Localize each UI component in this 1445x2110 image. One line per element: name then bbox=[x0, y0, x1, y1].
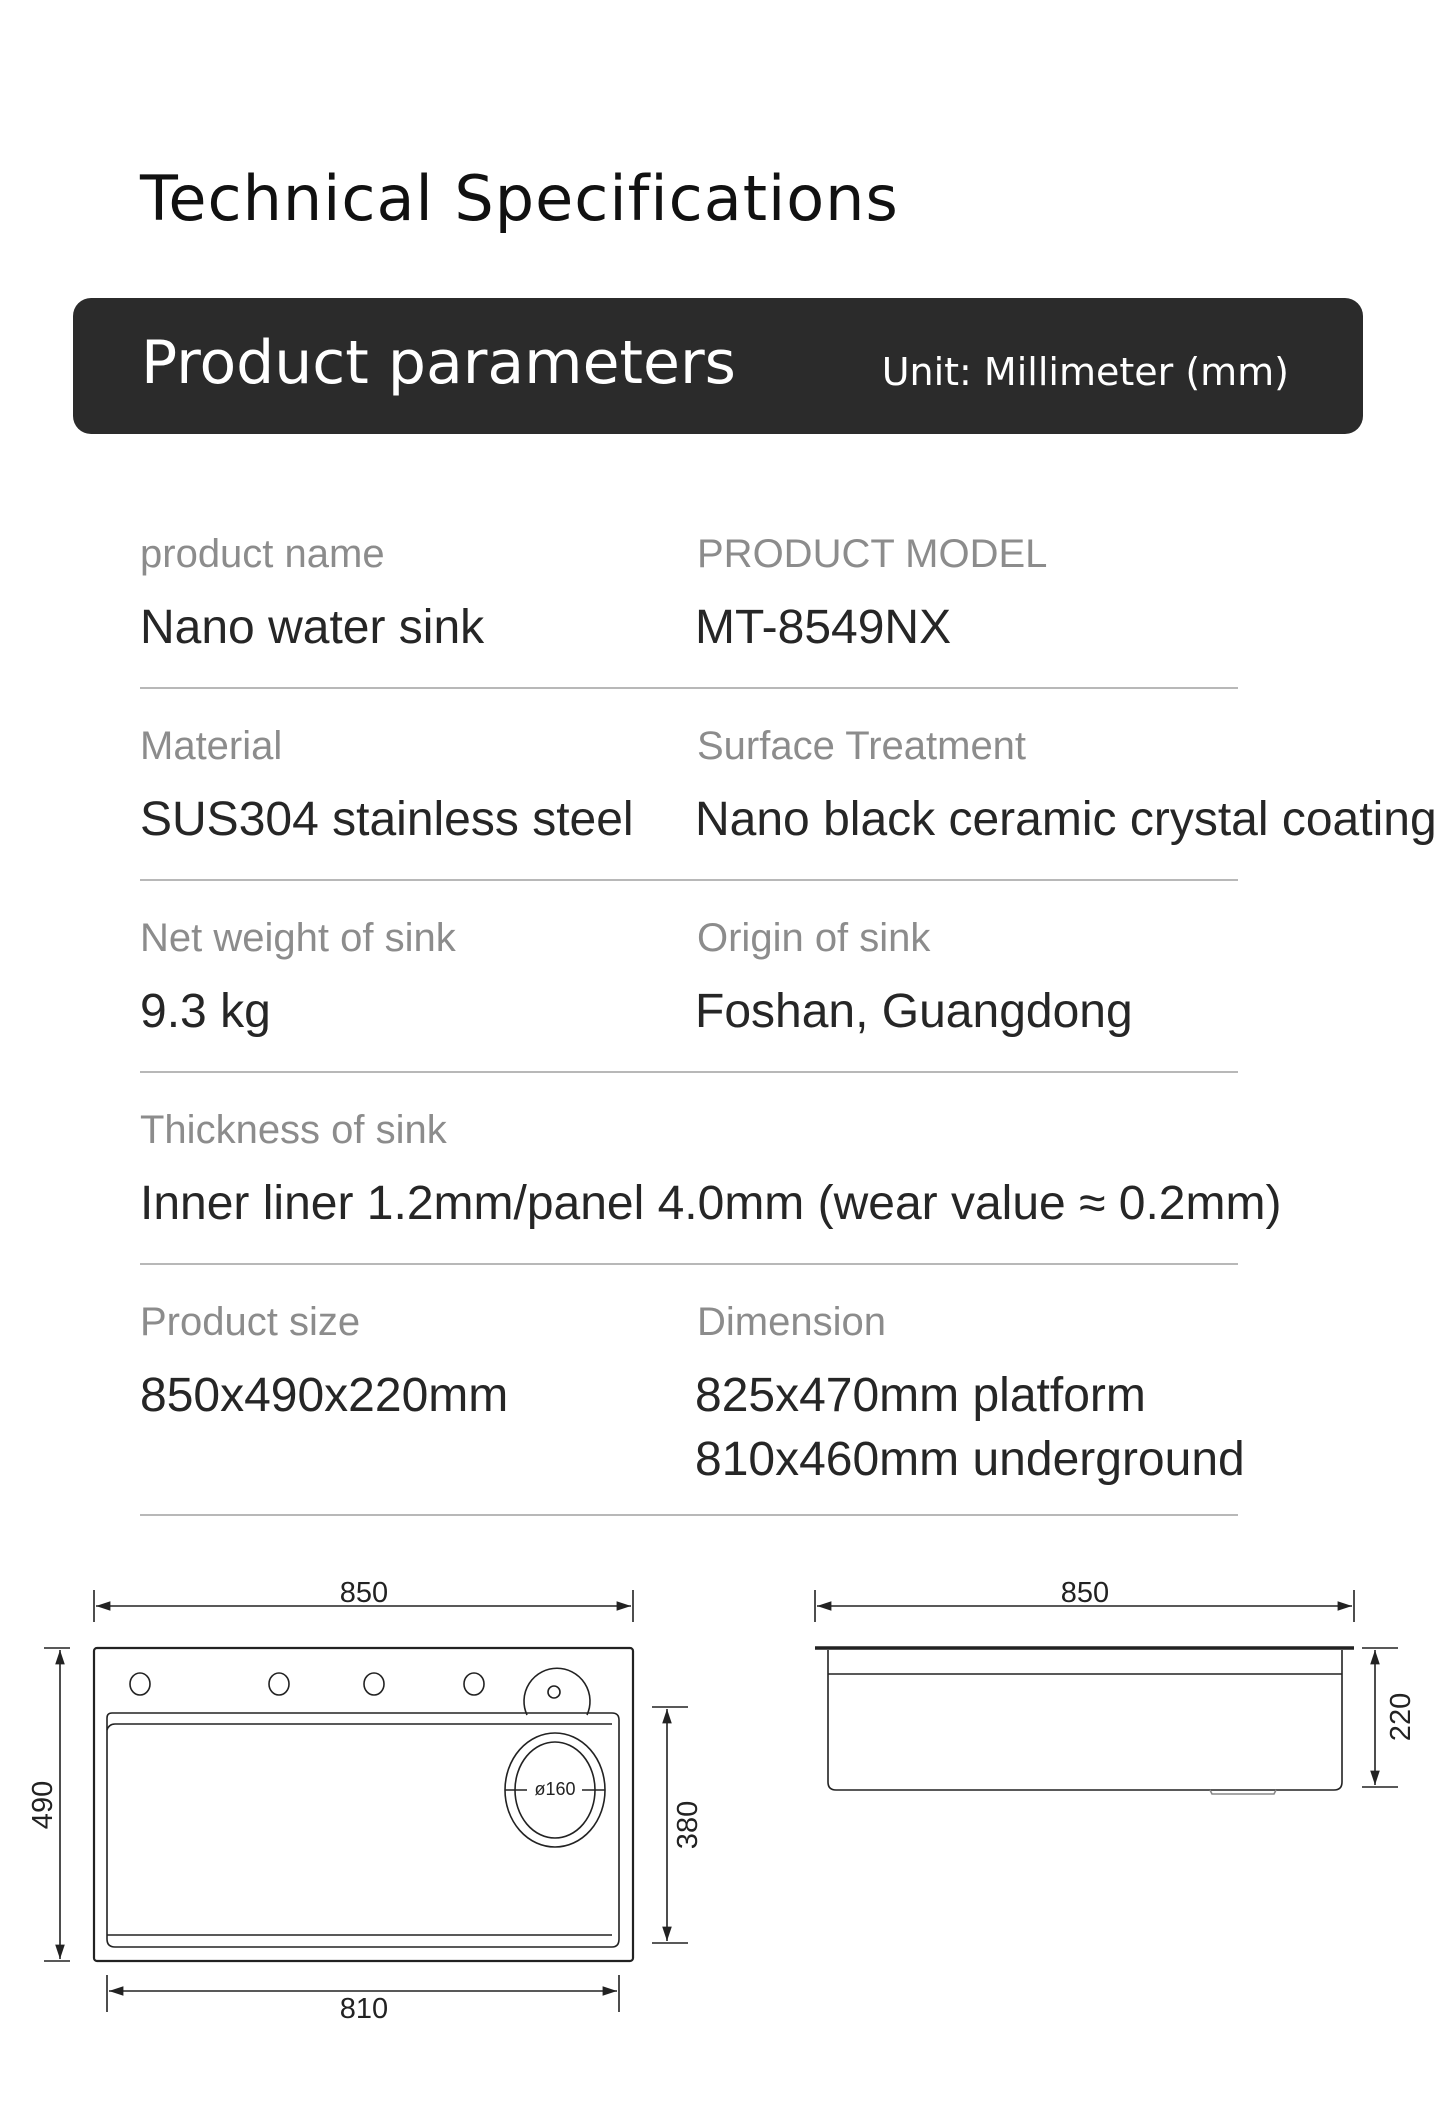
spec-value-dimension-platform: 825x470mm platform bbox=[695, 1369, 1146, 1422]
page-title: Technical Specifications bbox=[140, 162, 899, 235]
spec-label-product-name: product name bbox=[140, 532, 385, 576]
spec-value-material: SUS304 stainless steel bbox=[140, 793, 634, 846]
spec-value-product-size: 850x490x220mm bbox=[140, 1369, 509, 1422]
side-view-drawing bbox=[815, 1590, 1398, 1794]
spec-label-surface-treatment: Surface Treatment bbox=[697, 724, 1027, 768]
dim-inner-depth: 380 bbox=[672, 1800, 704, 1850]
dim-top-width: 850 bbox=[339, 1577, 389, 1609]
spec-label-dimension: Dimension bbox=[697, 1300, 886, 1344]
dim-side-width: 850 bbox=[1060, 1577, 1110, 1609]
spec-label-product-size: Product size bbox=[140, 1300, 361, 1344]
banner-title: Product parameters bbox=[141, 328, 736, 398]
top-view-drawing bbox=[44, 1590, 688, 2012]
spec-label-thickness: Thickness of sink bbox=[140, 1108, 447, 1152]
spec-value-product-model: MT-8549NX bbox=[695, 601, 952, 654]
dim-top-height: 490 bbox=[27, 1780, 59, 1830]
dim-bowl-diameter: ø160 bbox=[534, 1778, 576, 1799]
dim-side-depth: 220 bbox=[1385, 1692, 1417, 1742]
spec-label-origin: Origin of sink bbox=[697, 916, 931, 960]
spec-value-net-weight: 9.3 kg bbox=[140, 985, 271, 1038]
dim-inner-width: 810 bbox=[339, 1993, 389, 2025]
spec-value-origin: Foshan, Guangdong bbox=[695, 985, 1133, 1038]
spec-value-surface-treatment: Nano black ceramic crystal coating bbox=[695, 793, 1437, 846]
spec-value-product-name: Nano water sink bbox=[140, 601, 485, 654]
spec-value-thickness: Inner liner 1.2mm/panel 4.0mm (wear value ≈ 0.2mm) bbox=[140, 1177, 1282, 1230]
unit-label: Unit: Millimeter (mm) bbox=[881, 350, 1289, 394]
spec-label-net-weight: Net weight of sink bbox=[140, 916, 456, 960]
spec-value-dimension-underground: 810x460mm underground bbox=[695, 1433, 1245, 1486]
spec-label-material: Material bbox=[140, 724, 283, 768]
spec-label-product-model: PRODUCT MODEL bbox=[697, 532, 1048, 576]
